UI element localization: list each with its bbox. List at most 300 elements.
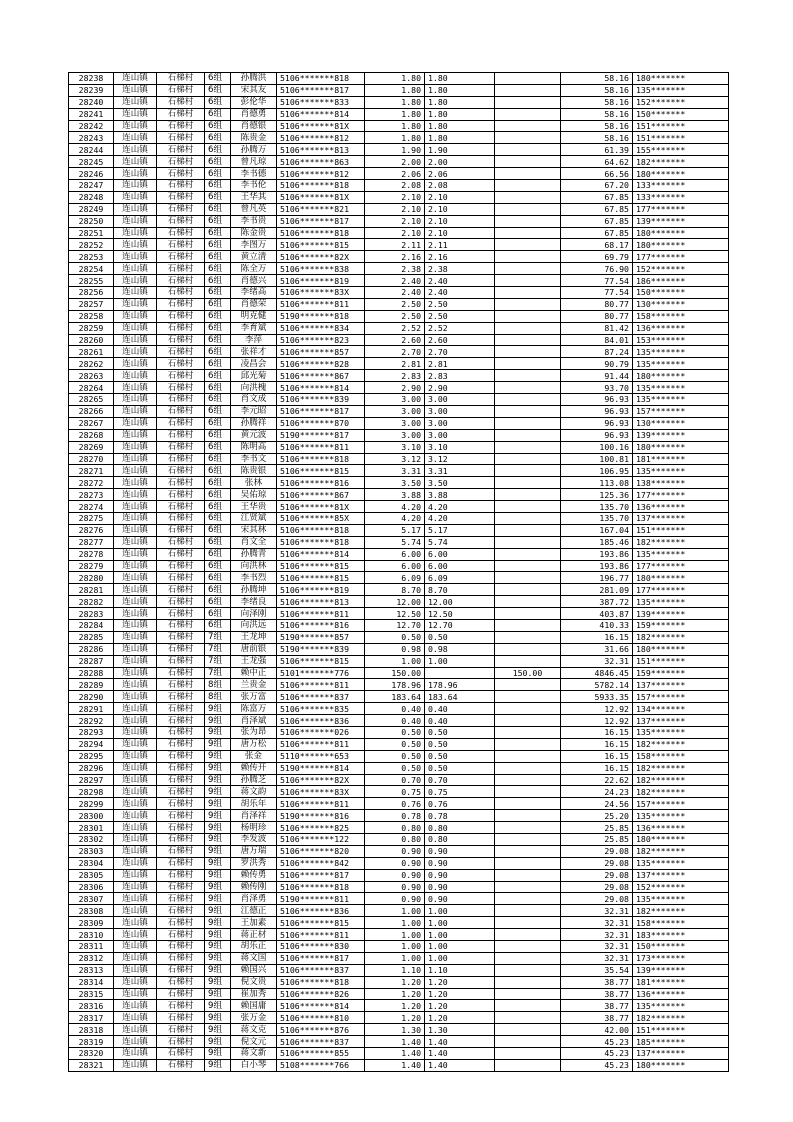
cell-area-c: [495, 822, 561, 834]
cell-group: 7组: [205, 631, 231, 643]
cell-town: 连山镇: [114, 203, 157, 215]
cell-area-c: [495, 298, 561, 310]
table-row: [69, 1024, 729, 1036]
cell-amount: 87.24: [561, 346, 633, 358]
cell-area-c: [495, 108, 561, 120]
cell-group: 6组: [205, 596, 231, 608]
cell-name: 向洪远: [231, 619, 277, 631]
table-row: [69, 560, 729, 572]
cell-name: 陈明高: [231, 441, 277, 453]
cell-name: 肖泽斌: [231, 715, 277, 727]
cell-group: 9组: [205, 834, 231, 846]
cell-name: 肖德银: [231, 120, 277, 132]
cell-area-c: [495, 703, 561, 715]
cell-area-b: 0.50: [425, 762, 495, 774]
cell-town: 连山镇: [114, 453, 157, 465]
cell-id-number: 5106*******833: [277, 96, 365, 108]
cell-village: 石梯村: [157, 822, 205, 834]
cell-town: 连山镇: [114, 857, 157, 869]
cell-name: 肖德勇: [231, 108, 277, 120]
cell-id-number: 5106*******842: [277, 857, 365, 869]
cell-area: 5.74: [365, 536, 425, 548]
cell-area-b: 1.80: [425, 132, 495, 144]
cell-area: 0.90: [365, 893, 425, 905]
cell-group: 6组: [205, 298, 231, 310]
cell-row-number: 28281: [69, 584, 114, 596]
cell-group: 6组: [205, 287, 231, 299]
table-row: [69, 691, 729, 703]
cell-phone: 183*******: [633, 929, 729, 941]
table-row: [69, 251, 729, 263]
cell-area-c: [495, 536, 561, 548]
cell-group: 9组: [205, 857, 231, 869]
cell-phone: 177*******: [633, 560, 729, 572]
cell-town: 连山镇: [114, 584, 157, 596]
cell-area-c: [495, 1048, 561, 1060]
table-row: [69, 976, 729, 988]
cell-phone: 182*******: [633, 738, 729, 750]
cell-area-b: 12.50: [425, 608, 495, 620]
table-row: [69, 489, 729, 501]
cell-phone: 150*******: [633, 941, 729, 953]
cell-row-number: 28242: [69, 120, 114, 132]
cell-group: 6组: [205, 96, 231, 108]
cell-area-c: [495, 691, 561, 703]
cell-phone: 180*******: [633, 227, 729, 239]
cell-area-b: 0.90: [425, 857, 495, 869]
cell-amount: 38.77: [561, 988, 633, 1000]
cell-area-c: [495, 263, 561, 275]
cell-phone: 185*******: [633, 1036, 729, 1048]
cell-area-b: 0.40: [425, 715, 495, 727]
cell-name: 赖传勇: [231, 869, 277, 881]
cell-id-number: 5106*******83X: [277, 287, 365, 299]
cell-area-b: 0.90: [425, 893, 495, 905]
table-row: [69, 239, 729, 251]
cell-amount: 80.77: [561, 298, 633, 310]
cell-id-number: 5106*******85X: [277, 512, 365, 524]
cell-area: 3.12: [365, 453, 425, 465]
cell-area-c: [495, 608, 561, 620]
cell-village: 石梯村: [157, 941, 205, 953]
cell-area: 1.00: [365, 905, 425, 917]
cell-area-c: [495, 893, 561, 905]
cell-area: 6.00: [365, 560, 425, 572]
cell-town: 连山镇: [114, 156, 157, 168]
cell-area-b: 3.50: [425, 477, 495, 489]
cell-phone: 159*******: [633, 667, 729, 679]
cell-phone: 137*******: [633, 512, 729, 524]
table-row: [69, 762, 729, 774]
cell-area: 2.90: [365, 382, 425, 394]
cell-id-number: 5106*******837: [277, 964, 365, 976]
cell-row-number: 28282: [69, 596, 114, 608]
cell-row-number: 28243: [69, 132, 114, 144]
cell-town: 连山镇: [114, 275, 157, 287]
cell-group: 6组: [205, 310, 231, 322]
cell-area: 0.75: [365, 786, 425, 798]
table-row: [69, 608, 729, 620]
cell-id-number: 5106*******81X: [277, 120, 365, 132]
cell-village: 石梯村: [157, 84, 205, 96]
cell-area: 3.31: [365, 465, 425, 477]
cell-amount: 100.16: [561, 441, 633, 453]
cell-amount: 25.85: [561, 834, 633, 846]
cell-town: 连山镇: [114, 132, 157, 144]
cell-village: 石梯村: [157, 298, 205, 310]
cell-group: 9组: [205, 929, 231, 941]
cell-phone: 136*******: [633, 501, 729, 513]
cell-name: 赖传刚: [231, 881, 277, 893]
table-row: [69, 786, 729, 798]
cell-area-b: 1.00: [425, 929, 495, 941]
cell-town: 连山镇: [114, 310, 157, 322]
cell-amount: 96.93: [561, 417, 633, 429]
cell-area-c: [495, 774, 561, 786]
cell-area: 1.90: [365, 144, 425, 156]
cell-group: 6组: [205, 275, 231, 287]
cell-name: 向泽刚: [231, 608, 277, 620]
cell-phone: 186*******: [633, 275, 729, 287]
cell-phone: 180*******: [633, 239, 729, 251]
table-row: [69, 108, 729, 120]
table-row: [69, 703, 729, 715]
cell-name: 李发波: [231, 834, 277, 846]
cell-name: 王加素: [231, 917, 277, 929]
cell-town: 连山镇: [114, 869, 157, 881]
cell-village: 石梯村: [157, 750, 205, 762]
cell-name: 崔加秀: [231, 988, 277, 1000]
cell-name: 彭伦华: [231, 96, 277, 108]
cell-row-number: 28278: [69, 548, 114, 560]
cell-amount: 66.56: [561, 168, 633, 180]
cell-village: 石梯村: [157, 108, 205, 120]
table-row: [69, 988, 729, 1000]
cell-amount: 5933.35: [561, 691, 633, 703]
cell-id-number: 5106*******818: [277, 524, 365, 536]
cell-town: 连山镇: [114, 180, 157, 192]
cell-amount: 45.23: [561, 1048, 633, 1060]
table-row: [69, 845, 729, 857]
cell-area: 12.00: [365, 596, 425, 608]
cell-town: 连山镇: [114, 334, 157, 346]
cell-group: 6组: [205, 453, 231, 465]
cell-town: 连山镇: [114, 798, 157, 810]
cell-town: 连山镇: [114, 144, 157, 156]
cell-name: 肖德荣: [231, 298, 277, 310]
cell-area-c: [495, 584, 561, 596]
cell-phone: 151*******: [633, 1024, 729, 1036]
cell-row-number: 28250: [69, 215, 114, 227]
cell-row-number: 28298: [69, 786, 114, 798]
cell-area-b: 2.40: [425, 287, 495, 299]
cell-row-number: 28292: [69, 715, 114, 727]
cell-area-c: [495, 869, 561, 881]
cell-town: 连山镇: [114, 976, 157, 988]
cell-town: 连山镇: [114, 572, 157, 584]
table-row: [69, 322, 729, 334]
cell-town: 连山镇: [114, 822, 157, 834]
cell-amount: 196.77: [561, 572, 633, 584]
cell-name: 陈贵银: [231, 465, 277, 477]
cell-group: 8组: [205, 679, 231, 691]
cell-area-c: 150.00: [495, 667, 561, 679]
cell-phone: 151*******: [633, 132, 729, 144]
cell-area: 0.90: [365, 845, 425, 857]
cell-group: 9组: [205, 976, 231, 988]
cell-area: 1.40: [365, 1048, 425, 1060]
cell-town: 连山镇: [114, 417, 157, 429]
cell-town: 连山镇: [114, 750, 157, 762]
cell-name: 李绪高: [231, 287, 277, 299]
cell-phone: 177*******: [633, 584, 729, 596]
cell-group: 6组: [205, 108, 231, 120]
cell-village: 石梯村: [157, 1024, 205, 1036]
cell-area-b: 2.52: [425, 322, 495, 334]
cell-amount: 96.93: [561, 394, 633, 406]
cell-area-b: 2.50: [425, 298, 495, 310]
table-row: [69, 952, 729, 964]
table-row: [69, 405, 729, 417]
cell-phone: 135*******: [633, 382, 729, 394]
cell-area-b: 0.80: [425, 822, 495, 834]
cell-id-number: 5106*******826: [277, 988, 365, 1000]
cell-id-number: 5106*******816: [277, 619, 365, 631]
table-row: [69, 643, 729, 655]
cell-village: 石梯村: [157, 275, 205, 287]
cell-name: 黄元波: [231, 429, 277, 441]
cell-village: 石梯村: [157, 215, 205, 227]
cell-area: 2.40: [365, 275, 425, 287]
cell-row-number: 28280: [69, 572, 114, 584]
cell-name: 唐万瑞: [231, 845, 277, 857]
cell-row-number: 28274: [69, 501, 114, 513]
cell-village: 石梯村: [157, 762, 205, 774]
cell-area-b: 6.09: [425, 572, 495, 584]
cell-area-b: 2.10: [425, 203, 495, 215]
cell-area-b: 1.80: [425, 84, 495, 96]
cell-amount: 64.62: [561, 156, 633, 168]
cell-phone: 136*******: [633, 822, 729, 834]
cell-row-number: 28300: [69, 810, 114, 822]
cell-town: 连山镇: [114, 382, 157, 394]
cell-area-c: [495, 631, 561, 643]
cell-village: 石梯村: [157, 893, 205, 905]
cell-village: 石梯村: [157, 405, 205, 417]
cell-group: 6组: [205, 370, 231, 382]
cell-amount: 32.31: [561, 929, 633, 941]
cell-area-c: [495, 1059, 561, 1071]
cell-area-b: 3.88: [425, 489, 495, 501]
table-row: [69, 132, 729, 144]
spreadsheet-page: [68, 72, 728, 1072]
cell-group: 9组: [205, 952, 231, 964]
cell-id-number: 5190*******818: [277, 310, 365, 322]
cell-town: 连山镇: [114, 619, 157, 631]
cell-town: 连山镇: [114, 917, 157, 929]
cell-area: 178.96: [365, 679, 425, 691]
cell-group: 6组: [205, 180, 231, 192]
cell-area: 2.70: [365, 346, 425, 358]
cell-area-c: [495, 857, 561, 869]
cell-area: 0.80: [365, 834, 425, 846]
cell-area-b: 1.30: [425, 1024, 495, 1036]
cell-phone: 150*******: [633, 108, 729, 120]
cell-id-number: 5190*******857: [277, 631, 365, 643]
cell-id-number: 5190*******811: [277, 893, 365, 905]
cell-row-number: 28248: [69, 191, 114, 203]
cell-phone: 151*******: [633, 120, 729, 132]
table-row: [69, 631, 729, 643]
cell-phone: 173*******: [633, 952, 729, 964]
cell-id-number: 5106*******818: [277, 536, 365, 548]
cell-town: 连山镇: [114, 1024, 157, 1036]
cell-area: 2.08: [365, 180, 425, 192]
cell-group: 6组: [205, 512, 231, 524]
cell-town: 连山镇: [114, 1000, 157, 1012]
cell-name: 张万金: [231, 1012, 277, 1024]
cell-amount: 16.15: [561, 631, 633, 643]
cell-village: 石梯村: [157, 322, 205, 334]
cell-town: 连山镇: [114, 905, 157, 917]
cell-id-number: 5190*******839: [277, 643, 365, 655]
cell-town: 连山镇: [114, 1036, 157, 1048]
cell-area-b: 0.50: [425, 726, 495, 738]
cell-area-c: [495, 322, 561, 334]
cell-area: 4.20: [365, 501, 425, 513]
cell-phone: 135*******: [633, 596, 729, 608]
cell-row-number: 28247: [69, 180, 114, 192]
cell-village: 石梯村: [157, 929, 205, 941]
table-row: [69, 917, 729, 929]
cell-name: 李绪良: [231, 596, 277, 608]
cell-row-number: 28286: [69, 643, 114, 655]
cell-area-b: 3.00: [425, 429, 495, 441]
cell-phone: 137*******: [633, 679, 729, 691]
cell-name: 肖文成: [231, 394, 277, 406]
cell-name: 张金: [231, 750, 277, 762]
cell-area-b: 2.08: [425, 180, 495, 192]
cell-phone: 158*******: [633, 917, 729, 929]
cell-group: 6组: [205, 203, 231, 215]
cell-amount: 29.08: [561, 869, 633, 881]
cell-village: 石梯村: [157, 596, 205, 608]
cell-group: 6组: [205, 524, 231, 536]
cell-village: 石梯村: [157, 619, 205, 631]
cell-area: 2.10: [365, 227, 425, 239]
cell-area-b: 1.80: [425, 96, 495, 108]
table-row: [69, 287, 729, 299]
cell-phone: 138*******: [633, 477, 729, 489]
cell-village: 石梯村: [157, 738, 205, 750]
cell-row-number: 28311: [69, 941, 114, 953]
cell-area-c: [495, 976, 561, 988]
cell-phone: 182*******: [633, 774, 729, 786]
cell-group: 9组: [205, 905, 231, 917]
cell-row-number: 28296: [69, 762, 114, 774]
cell-village: 石梯村: [157, 964, 205, 976]
cell-village: 石梯村: [157, 227, 205, 239]
cell-area-c: [495, 310, 561, 322]
cell-town: 连山镇: [114, 631, 157, 643]
cell-amount: 25.20: [561, 810, 633, 822]
cell-id-number: 5106*******813: [277, 144, 365, 156]
cell-area-b: 0.90: [425, 869, 495, 881]
cell-area: 1.80: [365, 96, 425, 108]
cell-row-number: 28259: [69, 322, 114, 334]
cell-area: 0.50: [365, 738, 425, 750]
cell-name: 胡乐正: [231, 941, 277, 953]
cell-row-number: 28303: [69, 845, 114, 857]
cell-row-number: 28304: [69, 857, 114, 869]
cell-amount: 29.08: [561, 857, 633, 869]
cell-area-b: 1.90: [425, 144, 495, 156]
cell-row-number: 28317: [69, 1012, 114, 1024]
cell-area-c: [495, 750, 561, 762]
cell-area-c: [495, 548, 561, 560]
cell-id-number: 5106*******830: [277, 941, 365, 953]
cell-row-number: 28266: [69, 405, 114, 417]
cell-id-number: 5106*******837: [277, 1036, 365, 1048]
cell-area: 3.50: [365, 477, 425, 489]
cell-amount: 38.77: [561, 1000, 633, 1012]
cell-town: 连山镇: [114, 679, 157, 691]
cell-amount: 24.23: [561, 786, 633, 798]
cell-name: 陈金贵: [231, 227, 277, 239]
cell-area-b: 3.10: [425, 441, 495, 453]
cell-row-number: 28318: [69, 1024, 114, 1036]
table-row: [69, 370, 729, 382]
cell-phone: 136*******: [633, 988, 729, 1000]
cell-phone: 135*******: [633, 857, 729, 869]
cell-town: 连山镇: [114, 608, 157, 620]
cell-amount: 32.31: [561, 917, 633, 929]
cell-name: 兰贵金: [231, 679, 277, 691]
cell-amount: 76.90: [561, 263, 633, 275]
cell-group: 6组: [205, 477, 231, 489]
table-row: [69, 822, 729, 834]
cell-row-number: 28302: [69, 834, 114, 846]
cell-id-number: 5106*******863: [277, 156, 365, 168]
cell-group: 6组: [205, 584, 231, 596]
cell-row-number: 28276: [69, 524, 114, 536]
table-row: [69, 893, 729, 905]
cell-id-number: 5106*******821: [277, 203, 365, 215]
cell-group: 8组: [205, 691, 231, 703]
cell-amount: 16.15: [561, 750, 633, 762]
cell-village: 石梯村: [157, 536, 205, 548]
cell-area-c: [495, 726, 561, 738]
cell-group: 6组: [205, 417, 231, 429]
cell-id-number: 5106*******81X: [277, 501, 365, 513]
cell-id-number: 5106*******811: [277, 738, 365, 750]
cell-id-number: 5106*******811: [277, 798, 365, 810]
table-row: [69, 168, 729, 180]
cell-phone: 130*******: [633, 298, 729, 310]
cell-area: 0.90: [365, 869, 425, 881]
cell-phone: 180*******: [633, 168, 729, 180]
cell-group: 9组: [205, 1012, 231, 1024]
cell-area-c: [495, 1000, 561, 1012]
table-row: [69, 358, 729, 370]
cell-group: 9组: [205, 715, 231, 727]
cell-row-number: 28299: [69, 798, 114, 810]
table-row: [69, 596, 729, 608]
cell-group: 9组: [205, 750, 231, 762]
cell-name: 陈富万: [231, 703, 277, 715]
cell-town: 连山镇: [114, 691, 157, 703]
cell-group: 6组: [205, 572, 231, 584]
